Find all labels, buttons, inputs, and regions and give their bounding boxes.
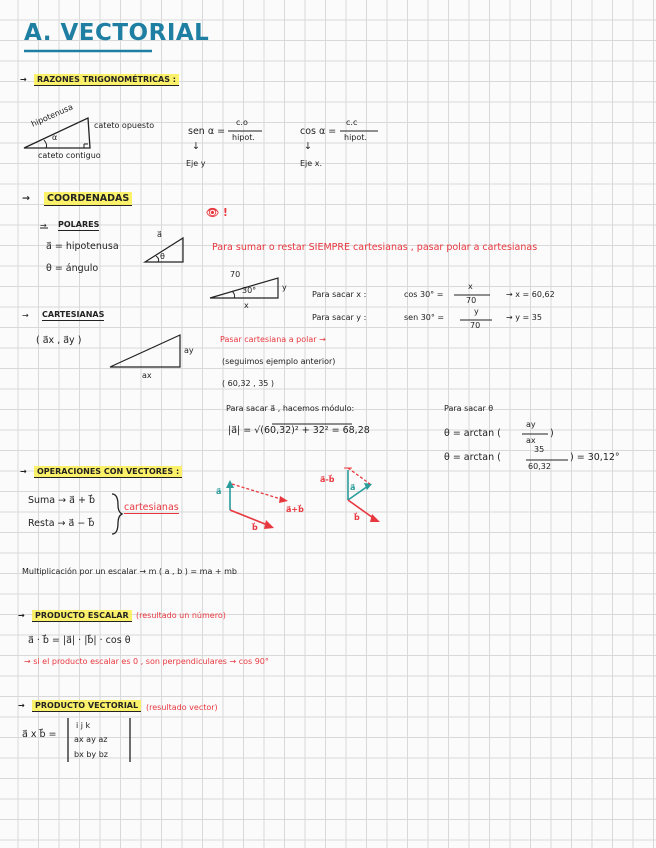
vectorial-note: (resultado vector) [146,703,218,712]
escalar-arrow: → [18,611,25,620]
sen-down-arrow: ↓ [192,141,200,152]
vec-diff-arrow [348,468,370,484]
diag2-a: a⃗ [350,483,356,492]
coords-pair: ( 60,32 , 35 ) [222,379,275,388]
trig-hyp-label: hipotenusa [29,102,75,129]
cos-den: hipot. [344,133,367,142]
sacar-x-label: Para sacar x : [312,290,367,299]
sacar-x-den: 70 [466,296,477,305]
diag1-b: b⃗ [252,523,258,532]
red-note-cartesianas: Para sumar o restar SIEMPRE cartesianas , pasar polar a cartesianas [212,242,538,253]
sacar-x-num: x [468,282,473,291]
cart-ax: ax [142,371,152,380]
theta-eq2-close: ) = 30,12° [570,452,620,463]
sen-lhs: sen α = [188,126,226,137]
trig-alpha-label: α [52,133,58,142]
coords-heading: COORDENADAS [44,194,132,204]
cartesian-triangle [110,335,180,367]
sacar-y-label: Para sacar y : [312,313,367,322]
polares-arrow: → [40,221,47,230]
ops-bracket [112,494,122,534]
theta-eq2-den: 60,32 [528,462,551,471]
cartesianas-arrow: → [22,311,29,320]
cos-num: c.c [346,118,358,127]
vec-b-arrow [230,510,270,526]
escalar-note: (resultado un número) [136,611,226,620]
alert-eye-icon: 👁 ! [206,207,228,219]
theta-label: Para sacar θ [444,404,494,413]
sacar-x-cos: cos 30° = [404,290,444,299]
sacar-x-result: → x = 60,62 [506,290,555,299]
polar-tri-vec: a⃗ [157,230,162,239]
seguimos-note: (seguimos ejemplo anterior) [222,357,336,366]
trig-adj-label: cateto contiguo [38,151,101,160]
cos-lhs: cos α = [300,126,337,137]
pasar-cart-polar: Pasar cartesiana a polar → [220,335,326,344]
sacar-y-result: → y = 35 [506,313,542,322]
polar-theta-def: θ = ángulo [46,263,99,274]
trig-heading-arrow: → [20,75,27,84]
polar-a-def: a⃗ = hipotenusa [46,241,119,252]
ops-heading: OPERACIONES CON VECTORES : [34,468,182,476]
cos-note: Eje x. [300,159,323,168]
vectorial-arrow: → [18,701,25,710]
cos-down-arrow: ↓ [304,141,312,152]
cart-vector: ( a⃗x , a⃗y ) [36,335,82,346]
cart-ay: ay [184,346,194,355]
modulo-equation: |a⃗| = √(60,32)² + 32² = 68,28 [228,425,370,436]
escalar-formula: a⃗ · b⃗ = |a⃗| · |b⃗| · cos θ [28,635,131,646]
ex-70: 70 [230,270,241,279]
theta-eq1-num: ay [526,420,536,429]
ex-30: 30° [242,286,257,295]
diag1-sum: a⃗+b⃗ [286,505,304,514]
theta-eq2: θ = arctan ( [444,452,501,463]
det-row-1: i j k [76,721,91,730]
sacar-y-num: y [474,307,479,316]
diag2-diff: a⃗-b⃗ [320,475,335,484]
diag1-a: a⃗ [216,487,222,496]
vectorial-lhs: a⃗ x b⃗ = [22,729,57,740]
ex-x: x [244,301,249,310]
sen-note: Eje y [186,159,206,168]
theta-eq1-den: ax [526,436,536,445]
trig-opp-label: cateto opuesto [94,121,155,130]
mult-escalar: Multiplicación por un escalar → m ( a , b ) = ma + mb [22,567,238,576]
sacar-y-den: 70 [470,321,481,330]
theta-eq2-num: 35 [534,445,545,454]
sen-num: c.o [236,118,248,127]
theta-eq1: θ = arctan ( [444,428,501,439]
escalar-heading: PRODUCTO ESCALAR [32,612,132,620]
ops-arrow: → [20,467,27,476]
ops-suma: Suma → a⃗ + b⃗ [28,495,95,506]
coords-arrow: → [22,193,30,204]
modulo-label: Para sacar a⃗ , hacemos módulo: [226,404,355,413]
escalar-perpendicular-note: → si el producto escalar es 0 , son perpendiculares → cos 90° [24,657,269,666]
theta-eq1-close: ) [550,428,554,439]
ops-resta: Resta → a⃗ − b⃗ [28,518,95,529]
det-row-2: ax ay az [74,735,108,744]
vectorial-heading: PRODUCTO VECTORIAL [32,702,141,710]
vec-sum-arrow [232,484,284,500]
page-title: A. VECTORIAL [24,20,210,46]
sacar-y-sen: sen 30° = [404,313,445,322]
ops-cartesianas: cartesianas [124,502,179,513]
diag2-b: b⃗ [354,513,360,522]
ex-y: y [282,283,287,292]
polares-heading: POLARES [58,220,100,229]
cartesianas-heading: CARTESIANAS [42,310,105,319]
det-row-3: bx by bz [74,750,108,759]
polar-tri-theta: θ [160,252,165,261]
sen-den: hipot. [232,133,255,142]
trig-heading: RAZONES TRIGONOMÉTRICAS : [34,76,179,84]
